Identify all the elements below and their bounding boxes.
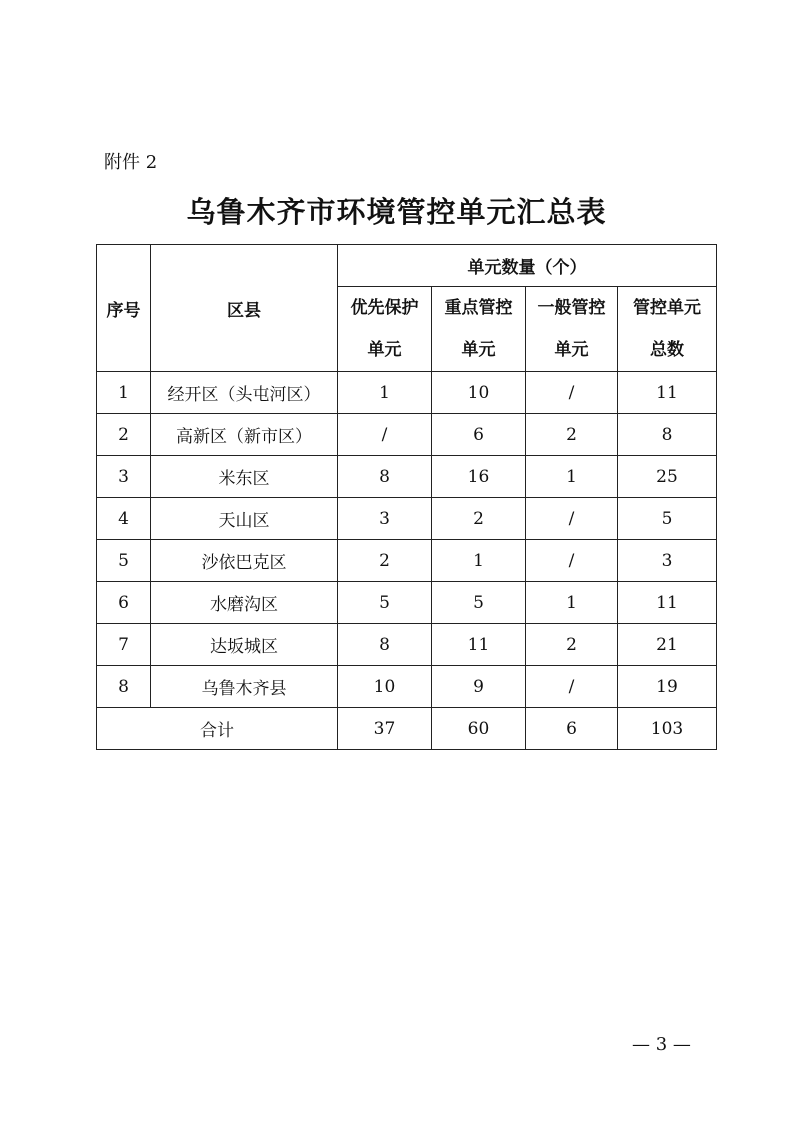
cell-index: 6 xyxy=(97,582,151,624)
totals-row xyxy=(97,708,717,750)
cell-index: 1 xyxy=(97,372,151,414)
cell-general: 2 xyxy=(526,414,618,456)
header-total-line1: 管控单元 xyxy=(633,298,701,318)
cell-key: 6 xyxy=(432,414,526,456)
cell-total: 8 xyxy=(618,414,717,456)
table-row xyxy=(97,540,717,582)
cell-index: 2 xyxy=(97,414,151,456)
table-row xyxy=(97,666,717,708)
cell-general: / xyxy=(526,372,618,414)
cell-general: / xyxy=(526,498,618,540)
cell-total: 11 xyxy=(618,582,717,624)
cell-district: 沙依巴克区 xyxy=(151,540,338,582)
cell-key: 2 xyxy=(432,498,526,540)
table-row xyxy=(97,414,717,456)
cell-total: 5 xyxy=(618,498,717,540)
cell-general: / xyxy=(526,666,618,708)
cell-index: 5 xyxy=(97,540,151,582)
header-priority-line2: 单元 xyxy=(367,340,402,360)
cell-priority: 8 xyxy=(338,624,432,666)
cell-priority: 5 xyxy=(338,582,432,624)
header-general-line2: 单元 xyxy=(554,340,589,360)
cell-total: 21 xyxy=(618,624,717,666)
cell-index: 8 xyxy=(97,666,151,708)
totals-label: 合计 xyxy=(97,708,338,750)
totals-key: 60 xyxy=(432,708,526,750)
header-general xyxy=(526,287,618,372)
cell-total: 3 xyxy=(618,540,717,582)
cell-key: 10 xyxy=(432,372,526,414)
cell-district: 水磨沟区 xyxy=(151,582,338,624)
table-row xyxy=(97,372,717,414)
table-row xyxy=(97,498,717,540)
cell-key: 16 xyxy=(432,456,526,498)
cell-general: / xyxy=(526,540,618,582)
header-unit-count: 单元数量（个） xyxy=(338,245,717,287)
header-total xyxy=(618,287,717,372)
cell-key: 1 xyxy=(432,540,526,582)
cell-priority: 2 xyxy=(338,540,432,582)
table-row xyxy=(97,456,717,498)
cell-priority: / xyxy=(338,414,432,456)
cell-total: 25 xyxy=(618,456,717,498)
cell-district: 经开区（头屯河区） xyxy=(151,372,338,414)
cell-priority: 8 xyxy=(338,456,432,498)
cell-district: 高新区（新市区） xyxy=(151,414,338,456)
header-total-line2: 总数 xyxy=(650,340,684,360)
page-title: 乌鲁木齐市环境管控单元汇总表 xyxy=(186,195,607,229)
header-key-line1: 重点管控 xyxy=(444,298,513,318)
cell-district: 天山区 xyxy=(151,498,338,540)
cell-district: 达坂城区 xyxy=(151,624,338,666)
cell-index: 3 xyxy=(97,456,151,498)
cell-total: 19 xyxy=(618,666,717,708)
page-number: — 3 — xyxy=(632,1034,691,1055)
cell-general: 2 xyxy=(526,624,618,666)
cell-general: 1 xyxy=(526,582,618,624)
cell-general: 1 xyxy=(526,456,618,498)
header-row-top xyxy=(97,245,717,287)
attachment-label: 附件 2 xyxy=(104,152,158,173)
header-general-line1: 一般管控 xyxy=(537,298,606,318)
cell-index: 7 xyxy=(97,624,151,666)
cell-district: 米东区 xyxy=(151,456,338,498)
header-key xyxy=(432,287,526,372)
cell-priority: 1 xyxy=(338,372,432,414)
cell-key: 9 xyxy=(432,666,526,708)
header-district: 区县 xyxy=(151,245,338,372)
cell-priority: 3 xyxy=(338,498,432,540)
header-priority-line1: 优先保护 xyxy=(350,298,419,318)
cell-key: 11 xyxy=(432,624,526,666)
cell-index: 4 xyxy=(97,498,151,540)
summary-table xyxy=(96,244,717,750)
cell-priority: 10 xyxy=(338,666,432,708)
table-row xyxy=(97,582,717,624)
table-row xyxy=(97,624,717,666)
header-key-line2: 单元 xyxy=(461,340,496,360)
totals-priority: 37 xyxy=(338,708,432,750)
totals-general: 6 xyxy=(526,708,618,750)
header-priority xyxy=(338,287,432,372)
cell-key: 5 xyxy=(432,582,526,624)
cell-district: 乌鲁木齐县 xyxy=(151,666,338,708)
totals-total: 103 xyxy=(618,708,717,750)
cell-total: 11 xyxy=(618,372,717,414)
header-index: 序号 xyxy=(97,245,151,372)
